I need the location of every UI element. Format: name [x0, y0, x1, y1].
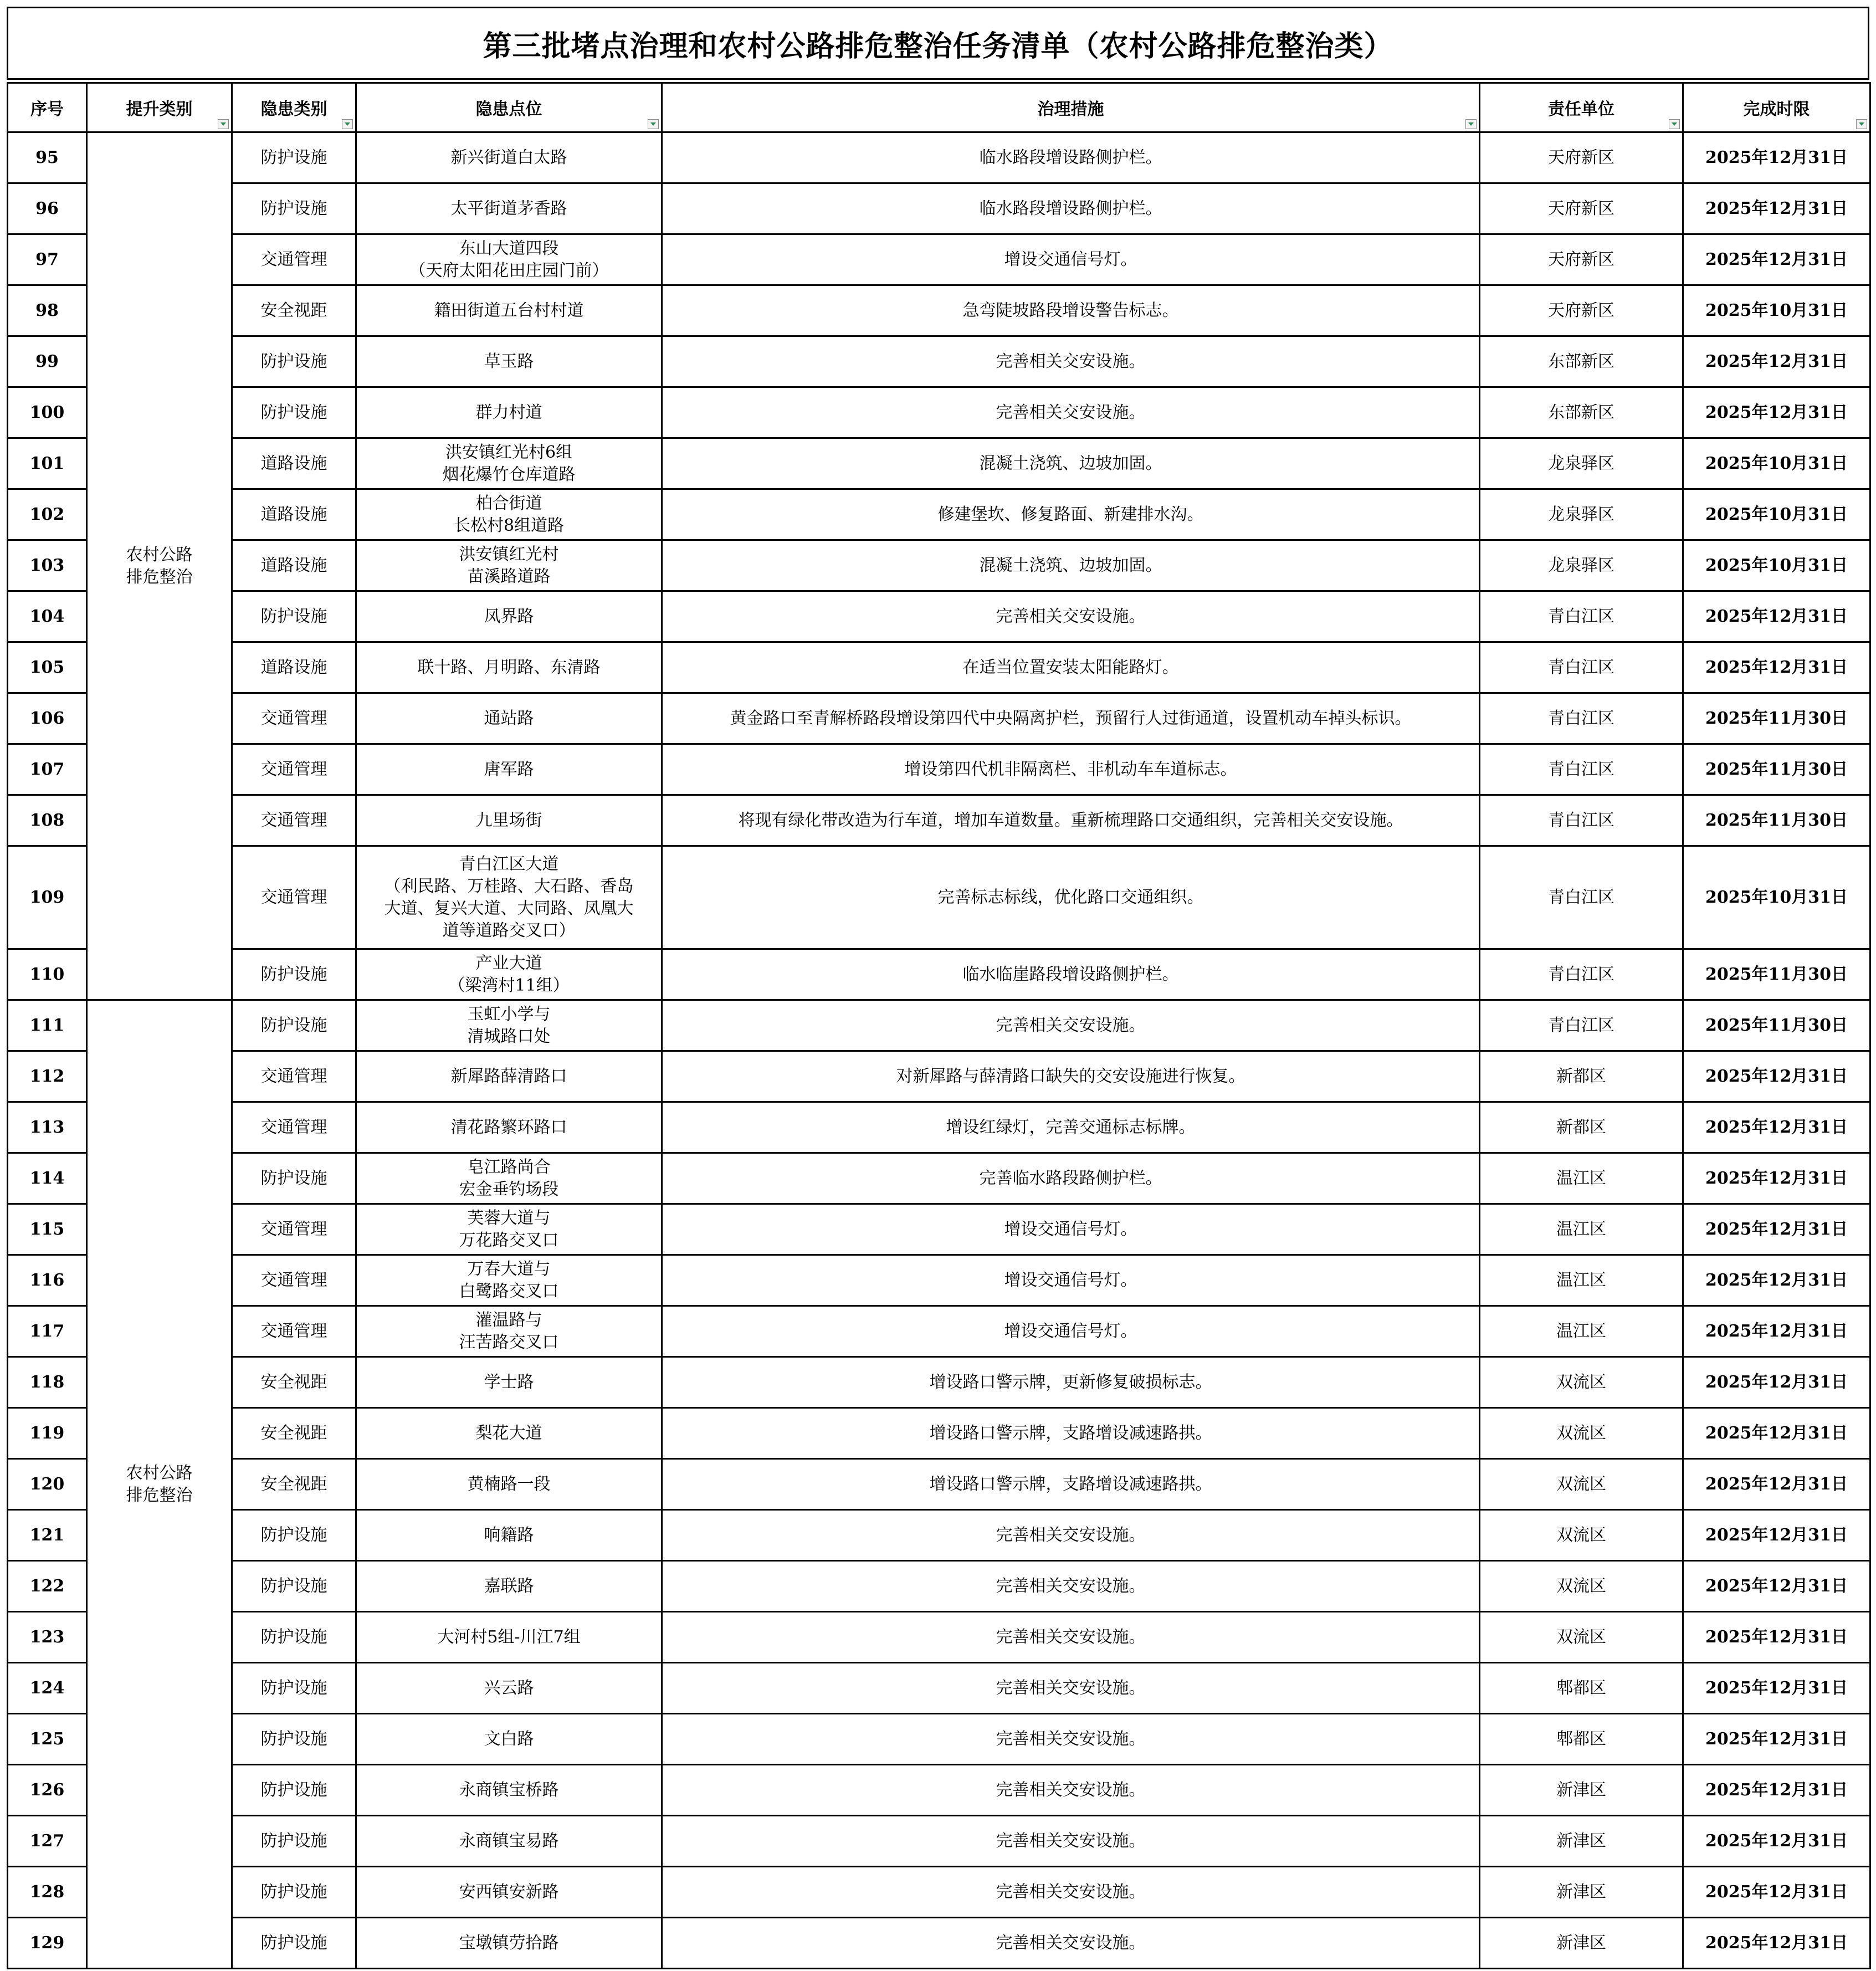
unit-cell[interactable]: 青白江区	[1480, 1000, 1683, 1051]
unit-cell[interactable]: 双流区	[1480, 1357, 1683, 1408]
deadline-cell[interactable]: 2025年12月31日	[1683, 1663, 1870, 1714]
table-row	[8, 1765, 1870, 1816]
header-deadline-label: 完成时限	[1743, 100, 1810, 119]
unit-cell[interactable]: 双流区	[1480, 1561, 1683, 1612]
hazard-type-cell[interactable]: 防护设施	[232, 132, 356, 183]
deadline-cell[interactable]: 2025年12月31日	[1683, 591, 1870, 642]
location-cell[interactable]: 东山大道四段 （天府太阳花田庄园门前）	[356, 234, 662, 285]
table-row	[8, 1663, 1870, 1714]
measure-cell[interactable]: 完善相关交安设施。	[662, 1816, 1480, 1867]
location-cell[interactable]: 九里场街	[356, 795, 662, 846]
table-row	[8, 387, 1870, 438]
location-cell[interactable]: 芙蓉大道与 万花路交叉口	[356, 1204, 662, 1255]
seq-cell[interactable]: 113	[8, 1102, 87, 1153]
hazard-type-cell[interactable]: 防护设施	[232, 1510, 356, 1561]
unit-cell[interactable]: 天府新区	[1480, 285, 1683, 336]
seq-cell[interactable]: 104	[8, 591, 87, 642]
deadline-cell[interactable]: 2025年12月31日	[1683, 1765, 1870, 1816]
unit-cell[interactable]: 新津区	[1480, 1816, 1683, 1867]
unit-cell[interactable]: 双流区	[1480, 1510, 1683, 1561]
measure-cell[interactable]: 增设路口警示牌，支路增设减速路拱。	[662, 1459, 1480, 1510]
seq-cell[interactable]: 110	[8, 949, 87, 1000]
seq-cell[interactable]: 123	[8, 1612, 87, 1663]
table-row	[8, 1918, 1870, 1969]
measure-cell[interactable]: 在适当位置安装太阳能路灯。	[662, 642, 1480, 693]
table-row	[8, 1204, 1870, 1255]
deadline-cell[interactable]: 2025年11月30日	[1683, 949, 1870, 1000]
deadline-cell[interactable]: 2025年12月31日	[1683, 1102, 1870, 1153]
hazard-type-cell[interactable]: 防护设施	[232, 1000, 356, 1051]
seq-cell[interactable]: 112	[8, 1051, 87, 1102]
unit-cell[interactable]: 双流区	[1480, 1612, 1683, 1663]
header-category-label: 提升类别	[126, 100, 193, 119]
seq-cell[interactable]: 129	[8, 1918, 87, 1969]
deadline-cell[interactable]: 2025年10月31日	[1683, 846, 1870, 949]
filter-dropdown-icon[interactable]	[1465, 119, 1477, 129]
measure-cell[interactable]: 混凝土浇筑、边坡加固。	[662, 438, 1480, 489]
measure-cell[interactable]: 将现有绿化带改造为行车道，增加车道数量。重新梳理路口交通组织，完善相关交安设施。	[662, 795, 1480, 846]
hazard-type-cell[interactable]: 道路设施	[232, 489, 356, 540]
filter-dropdown-icon[interactable]	[342, 119, 353, 129]
location-cell[interactable]: 嘉联路	[356, 1561, 662, 1612]
hazard-type-cell[interactable]: 安全视距	[232, 1459, 356, 1510]
measure-cell[interactable]: 混凝土浇筑、边坡加固。	[662, 540, 1480, 591]
table-row	[8, 693, 1870, 744]
location-cell[interactable]: 产业大道 （梁湾村11组）	[356, 949, 662, 1000]
deadline-cell[interactable]: 2025年12月31日	[1683, 1816, 1870, 1867]
unit-cell[interactable]: 青白江区	[1480, 846, 1683, 949]
hazard-type-cell[interactable]: 安全视距	[232, 285, 356, 336]
hazard-type-cell[interactable]: 防护设施	[232, 1918, 356, 1969]
location-cell[interactable]: 皂江路尚合 宏金垂钓场段	[356, 1153, 662, 1204]
measure-cell[interactable]: 增设交通信号灯。	[662, 1204, 1480, 1255]
deadline-cell[interactable]: 2025年11月30日	[1683, 1000, 1870, 1051]
measure-cell[interactable]: 完善相关交安设施。	[662, 1510, 1480, 1561]
seq-cell[interactable]: 96	[8, 183, 87, 234]
table-row	[8, 1255, 1870, 1306]
seq-cell[interactable]: 107	[8, 744, 87, 795]
location-cell[interactable]: 兴云路	[356, 1663, 662, 1714]
seq-cell[interactable]: 121	[8, 1510, 87, 1561]
table-row	[8, 132, 1870, 183]
table-row	[8, 1816, 1870, 1867]
header-measure-label: 治理措施	[1037, 100, 1104, 119]
location-cell[interactable]: 草玉路	[356, 336, 662, 387]
measure-cell[interactable]: 增设第四代机非隔离栏、非机动车车道标志。	[662, 744, 1480, 795]
location-cell[interactable]: 清花路繁环路口	[356, 1102, 662, 1153]
unit-cell[interactable]: 龙泉驿区	[1480, 489, 1683, 540]
category-cell[interactable]: 农村公路 排危整治	[87, 1000, 232, 1969]
seq-cell[interactable]: 118	[8, 1357, 87, 1408]
table-row	[8, 795, 1870, 846]
seq-cell[interactable]: 122	[8, 1561, 87, 1612]
table-row	[8, 949, 1870, 1000]
seq-cell[interactable]: 116	[8, 1255, 87, 1306]
table-row	[8, 1714, 1870, 1765]
hazard-type-cell[interactable]: 道路设施	[232, 642, 356, 693]
filter-dropdown-icon[interactable]	[648, 119, 659, 129]
table-row	[8, 1051, 1870, 1102]
location-cell[interactable]: 永商镇宝桥路	[356, 1765, 662, 1816]
seq-cell[interactable]: 103	[8, 540, 87, 591]
deadline-cell[interactable]: 2025年12月31日	[1683, 336, 1870, 387]
location-cell[interactable]: 洪安镇红光村6组 烟花爆竹仓库道路	[356, 438, 662, 489]
table-row	[8, 489, 1870, 540]
measure-cell[interactable]: 完善相关交安设施。	[662, 591, 1480, 642]
deadline-cell[interactable]: 2025年10月31日	[1683, 438, 1870, 489]
table-row	[8, 336, 1870, 387]
deadline-cell[interactable]: 2025年12月31日	[1683, 1561, 1870, 1612]
unit-cell[interactable]: 龙泉驿区	[1480, 438, 1683, 489]
table-row	[8, 591, 1870, 642]
measure-cell[interactable]: 完善标志标线，优化路口交通组织。	[662, 846, 1480, 949]
deadline-cell[interactable]: 2025年12月31日	[1683, 1867, 1870, 1918]
location-cell[interactable]: 新犀路薛清路口	[356, 1051, 662, 1102]
location-cell[interactable]: 通站路	[356, 693, 662, 744]
hazard-type-cell[interactable]: 防护设施	[232, 336, 356, 387]
seq-cell[interactable]: 108	[8, 795, 87, 846]
hazard-type-cell[interactable]: 交通管理	[232, 1051, 356, 1102]
measure-cell[interactable]: 增设交通信号灯。	[662, 234, 1480, 285]
measure-cell[interactable]: 增设路口警示牌，支路增设减速路拱。	[662, 1408, 1480, 1459]
seq-cell[interactable]: 101	[8, 438, 87, 489]
location-cell[interactable]: 籍田街道五台村村道	[356, 285, 662, 336]
deadline-cell[interactable]: 2025年12月31日	[1683, 1714, 1870, 1765]
hazard-type-cell[interactable]: 防护设施	[232, 1153, 356, 1204]
table-row	[8, 285, 1870, 336]
table-row	[8, 1000, 1870, 1051]
table-row	[8, 1561, 1870, 1612]
header-deadline	[1683, 83, 1870, 132]
table-row	[8, 846, 1870, 949]
deadline-cell[interactable]: 2025年10月31日	[1683, 489, 1870, 540]
deadline-cell[interactable]: 2025年12月31日	[1683, 1918, 1870, 1969]
table-row	[8, 1408, 1870, 1459]
measure-cell[interactable]: 临水路段增设路侧护栏。	[662, 132, 1480, 183]
hazard-type-cell[interactable]: 交通管理	[232, 1255, 356, 1306]
hazard-type-cell[interactable]: 防护设施	[232, 1561, 356, 1612]
measure-cell[interactable]: 完善相关交安设施。	[662, 1612, 1480, 1663]
deadline-cell[interactable]: 2025年12月31日	[1683, 183, 1870, 234]
location-cell[interactable]: 新兴街道白太路	[356, 132, 662, 183]
seq-cell[interactable]: 105	[8, 642, 87, 693]
deadline-cell[interactable]: 2025年11月30日	[1683, 744, 1870, 795]
location-cell[interactable]: 玉虹小学与 清城路口处	[356, 1000, 662, 1051]
deadline-cell[interactable]: 2025年10月31日	[1683, 285, 1870, 336]
seq-cell[interactable]: 127	[8, 1816, 87, 1867]
location-cell[interactable]: 青白江区大道 （利民路、万桂路、大石路、香岛 大道、复兴大道、大同路、凤凰大 道等道路交叉口）	[356, 846, 662, 949]
deadline-cell[interactable]: 2025年11月30日	[1683, 693, 1870, 744]
filter-dropdown-icon[interactable]	[1669, 119, 1680, 129]
hazard-type-cell[interactable]: 防护设施	[232, 1867, 356, 1918]
unit-cell[interactable]: 龙泉驿区	[1480, 540, 1683, 591]
filter-dropdown-icon[interactable]	[1856, 119, 1867, 129]
measure-cell[interactable]: 增设路口警示牌，更新修复破损标志。	[662, 1357, 1480, 1408]
location-cell[interactable]: 响籍路	[356, 1510, 662, 1561]
unit-cell[interactable]: 温江区	[1480, 1204, 1683, 1255]
seq-cell[interactable]: 114	[8, 1153, 87, 1204]
unit-cell[interactable]: 青白江区	[1480, 795, 1683, 846]
seq-cell[interactable]: 102	[8, 489, 87, 540]
table-row	[8, 438, 1870, 489]
hazard-type-cell[interactable]: 交通管理	[232, 795, 356, 846]
table-row	[8, 540, 1870, 591]
header-measure	[662, 83, 1480, 132]
location-cell[interactable]: 太平街道茅香路	[356, 183, 662, 234]
table-row	[8, 1459, 1870, 1510]
header-seq	[8, 83, 87, 132]
seq-cell[interactable]: 126	[8, 1765, 87, 1816]
deadline-cell[interactable]: 2025年12月31日	[1683, 234, 1870, 285]
hazard-type-cell[interactable]: 防护设施	[232, 1816, 356, 1867]
header-seq-label: 序号	[30, 100, 64, 119]
measure-cell[interactable]: 完善相关交安设施。	[662, 1714, 1480, 1765]
unit-cell[interactable]: 新津区	[1480, 1918, 1683, 1969]
header-location-label: 隐患点位	[475, 100, 542, 119]
deadline-cell[interactable]: 2025年12月31日	[1683, 1612, 1870, 1663]
table-row	[8, 1357, 1870, 1408]
measure-cell[interactable]: 完善相关交安设施。	[662, 1765, 1480, 1816]
unit-cell[interactable]: 天府新区	[1480, 234, 1683, 285]
seq-cell[interactable]: 111	[8, 1000, 87, 1051]
hazard-type-cell[interactable]: 防护设施	[232, 1714, 356, 1765]
deadline-cell[interactable]: 2025年12月31日	[1683, 1051, 1870, 1102]
measure-cell[interactable]: 增设交通信号灯。	[662, 1255, 1480, 1306]
seq-cell[interactable]: 125	[8, 1714, 87, 1765]
hazard-type-cell[interactable]: 交通管理	[232, 1306, 356, 1357]
hazard-type-cell[interactable]: 交通管理	[232, 846, 356, 949]
table-row	[8, 1612, 1870, 1663]
unit-cell[interactable]: 新都区	[1480, 1102, 1683, 1153]
location-cell[interactable]: 大河村5组-川江7组	[356, 1612, 662, 1663]
seq-cell[interactable]: 120	[8, 1459, 87, 1510]
measure-cell[interactable]: 完善相关交安设施。	[662, 387, 1480, 438]
unit-cell[interactable]: 天府新区	[1480, 183, 1683, 234]
header-hazard-type	[232, 83, 356, 132]
measure-cell[interactable]: 临水路段增设路侧护栏。	[662, 183, 1480, 234]
table-row	[8, 234, 1870, 285]
unit-cell[interactable]: 温江区	[1480, 1306, 1683, 1357]
seq-cell[interactable]: 119	[8, 1408, 87, 1459]
measure-cell[interactable]: 完善相关交安设施。	[662, 1867, 1480, 1918]
header-hazard-type-label: 隐患类别	[260, 100, 327, 119]
unit-cell[interactable]: 双流区	[1480, 1408, 1683, 1459]
deadline-cell[interactable]: 2025年11月30日	[1683, 795, 1870, 846]
hazard-type-cell[interactable]: 防护设施	[232, 1765, 356, 1816]
location-cell[interactable]: 永商镇宝易路	[356, 1816, 662, 1867]
task-table	[7, 82, 1871, 1969]
seq-cell[interactable]: 98	[8, 285, 87, 336]
unit-cell[interactable]: 温江区	[1480, 1255, 1683, 1306]
location-cell[interactable]: 群力村道	[356, 387, 662, 438]
unit-cell[interactable]: 新都区	[1480, 1051, 1683, 1102]
sheet-title: 第三批堵点治理和农村公路排危整治任务清单（农村公路排危整治类）	[7, 7, 1869, 80]
location-cell[interactable]: 灌温路与 汪苦路交叉口	[356, 1306, 662, 1357]
location-cell[interactable]: 黄楠路一段	[356, 1459, 662, 1510]
measure-cell[interactable]: 临水临崖路段增设路侧护栏。	[662, 949, 1480, 1000]
hazard-type-cell[interactable]: 防护设施	[232, 183, 356, 234]
deadline-cell[interactable]: 2025年12月31日	[1683, 1306, 1870, 1357]
header-row	[8, 83, 1870, 132]
location-cell[interactable]: 洪安镇红光村 苗溪路道路	[356, 540, 662, 591]
unit-cell[interactable]: 东部新区	[1480, 387, 1683, 438]
hazard-type-cell[interactable]: 交通管理	[232, 693, 356, 744]
unit-cell[interactable]: 青白江区	[1480, 949, 1683, 1000]
location-cell[interactable]: 安西镇安新路	[356, 1867, 662, 1918]
measure-cell[interactable]: 完善相关交安设施。	[662, 1561, 1480, 1612]
location-cell[interactable]: 宝墩镇劳拾路	[356, 1918, 662, 1969]
hazard-type-cell[interactable]: 交通管理	[232, 1204, 356, 1255]
deadline-cell[interactable]: 2025年12月31日	[1683, 387, 1870, 438]
unit-cell[interactable]: 东部新区	[1480, 336, 1683, 387]
deadline-cell[interactable]: 2025年12月31日	[1683, 1357, 1870, 1408]
seq-cell[interactable]: 115	[8, 1204, 87, 1255]
table-row	[8, 183, 1870, 234]
table-row	[8, 1102, 1870, 1153]
deadline-cell[interactable]: 2025年12月31日	[1683, 642, 1870, 693]
measure-cell[interactable]: 完善相关交安设施。	[662, 1663, 1480, 1714]
deadline-cell[interactable]: 2025年12月31日	[1683, 1510, 1870, 1561]
hazard-type-cell[interactable]: 防护设施	[232, 949, 356, 1000]
table-row	[8, 1510, 1870, 1561]
seq-cell[interactable]: 95	[8, 132, 87, 183]
deadline-cell[interactable]: 2025年12月31日	[1683, 1153, 1870, 1204]
unit-cell[interactable]: 双流区	[1480, 1459, 1683, 1510]
table-row	[8, 1867, 1870, 1918]
hazard-type-cell[interactable]: 道路设施	[232, 438, 356, 489]
seq-cell[interactable]: 97	[8, 234, 87, 285]
deadline-cell[interactable]: 2025年12月31日	[1683, 132, 1870, 183]
seq-cell[interactable]: 100	[8, 387, 87, 438]
category-cell[interactable]: 农村公路 排危整治	[87, 132, 232, 1000]
measure-cell[interactable]: 完善相关交安设施。	[662, 1000, 1480, 1051]
location-cell[interactable]: 万春大道与 白鹭路交叉口	[356, 1255, 662, 1306]
table-row	[8, 642, 1870, 693]
measure-cell[interactable]: 完善临水路段路侧护栏。	[662, 1153, 1480, 1204]
hazard-type-cell[interactable]: 交通管理	[232, 744, 356, 795]
deadline-cell[interactable]: 2025年12月31日	[1683, 1408, 1870, 1459]
location-cell[interactable]: 柏合街道 长松村8组道路	[356, 489, 662, 540]
location-cell[interactable]: 凤界路	[356, 591, 662, 642]
header-category	[87, 83, 232, 132]
hazard-type-cell[interactable]: 安全视距	[232, 1357, 356, 1408]
unit-cell[interactable]: 青白江区	[1480, 591, 1683, 642]
unit-cell[interactable]: 青白江区	[1480, 693, 1683, 744]
measure-cell[interactable]: 急弯陡坡路段增设警告标志。	[662, 285, 1480, 336]
measure-cell[interactable]: 增设交通信号灯。	[662, 1306, 1480, 1357]
unit-cell[interactable]: 青白江区	[1480, 744, 1683, 795]
location-cell[interactable]: 梨花大道	[356, 1408, 662, 1459]
deadline-cell[interactable]: 2025年12月31日	[1683, 1204, 1870, 1255]
hazard-type-cell[interactable]: 防护设施	[232, 1663, 356, 1714]
seq-cell[interactable]: 124	[8, 1663, 87, 1714]
measure-cell[interactable]: 黄金路口至青解桥路段增设第四代中央隔离护栏，预留行人过街通道，设置机动车掉头标识。	[662, 693, 1480, 744]
seq-cell[interactable]: 128	[8, 1867, 87, 1918]
unit-cell[interactable]: 郫都区	[1480, 1663, 1683, 1714]
hazard-type-cell[interactable]: 交通管理	[232, 1102, 356, 1153]
unit-cell[interactable]: 新津区	[1480, 1765, 1683, 1816]
table-row	[8, 1153, 1870, 1204]
hazard-type-cell[interactable]: 道路设施	[232, 540, 356, 591]
location-cell[interactable]: 学士路	[356, 1357, 662, 1408]
header-location	[356, 83, 662, 132]
table-body	[8, 132, 1870, 1969]
header-unit	[1480, 83, 1683, 132]
seq-cell[interactable]: 106	[8, 693, 87, 744]
unit-cell[interactable]: 郫都区	[1480, 1714, 1683, 1765]
location-cell[interactable]: 唐军路	[356, 744, 662, 795]
seq-cell[interactable]: 99	[8, 336, 87, 387]
table-row	[8, 744, 1870, 795]
hazard-type-cell[interactable]: 防护设施	[232, 1612, 356, 1663]
measure-cell[interactable]: 修建堡坎、修复路面、新建排水沟。	[662, 489, 1480, 540]
measure-cell[interactable]: 完善相关交安设施。	[662, 336, 1480, 387]
location-cell[interactable]: 文白路	[356, 1714, 662, 1765]
unit-cell[interactable]: 新津区	[1480, 1867, 1683, 1918]
unit-cell[interactable]: 天府新区	[1480, 132, 1683, 183]
hazard-type-cell[interactable]: 安全视距	[232, 1408, 356, 1459]
unit-cell[interactable]: 青白江区	[1480, 642, 1683, 693]
seq-cell[interactable]: 117	[8, 1306, 87, 1357]
deadline-cell[interactable]: 2025年12月31日	[1683, 1255, 1870, 1306]
unit-cell[interactable]: 温江区	[1480, 1153, 1683, 1204]
location-cell[interactable]: 联十路、月明路、东清路	[356, 642, 662, 693]
header-unit-label: 责任单位	[1548, 100, 1614, 119]
measure-cell[interactable]: 对新犀路与薛清路口缺失的交安设施进行恢复。	[662, 1051, 1480, 1102]
hazard-type-cell[interactable]: 防护设施	[232, 591, 356, 642]
filter-dropdown-icon[interactable]	[218, 119, 229, 129]
seq-cell[interactable]: 109	[8, 846, 87, 949]
hazard-type-cell[interactable]: 交通管理	[232, 234, 356, 285]
measure-cell[interactable]: 增设红绿灯，完善交通标志标牌。	[662, 1102, 1480, 1153]
deadline-cell[interactable]: 2025年10月31日	[1683, 540, 1870, 591]
measure-cell[interactable]: 完善相关交安设施。	[662, 1918, 1480, 1969]
deadline-cell[interactable]: 2025年12月31日	[1683, 1459, 1870, 1510]
table-row	[8, 1306, 1870, 1357]
hazard-type-cell[interactable]: 防护设施	[232, 387, 356, 438]
